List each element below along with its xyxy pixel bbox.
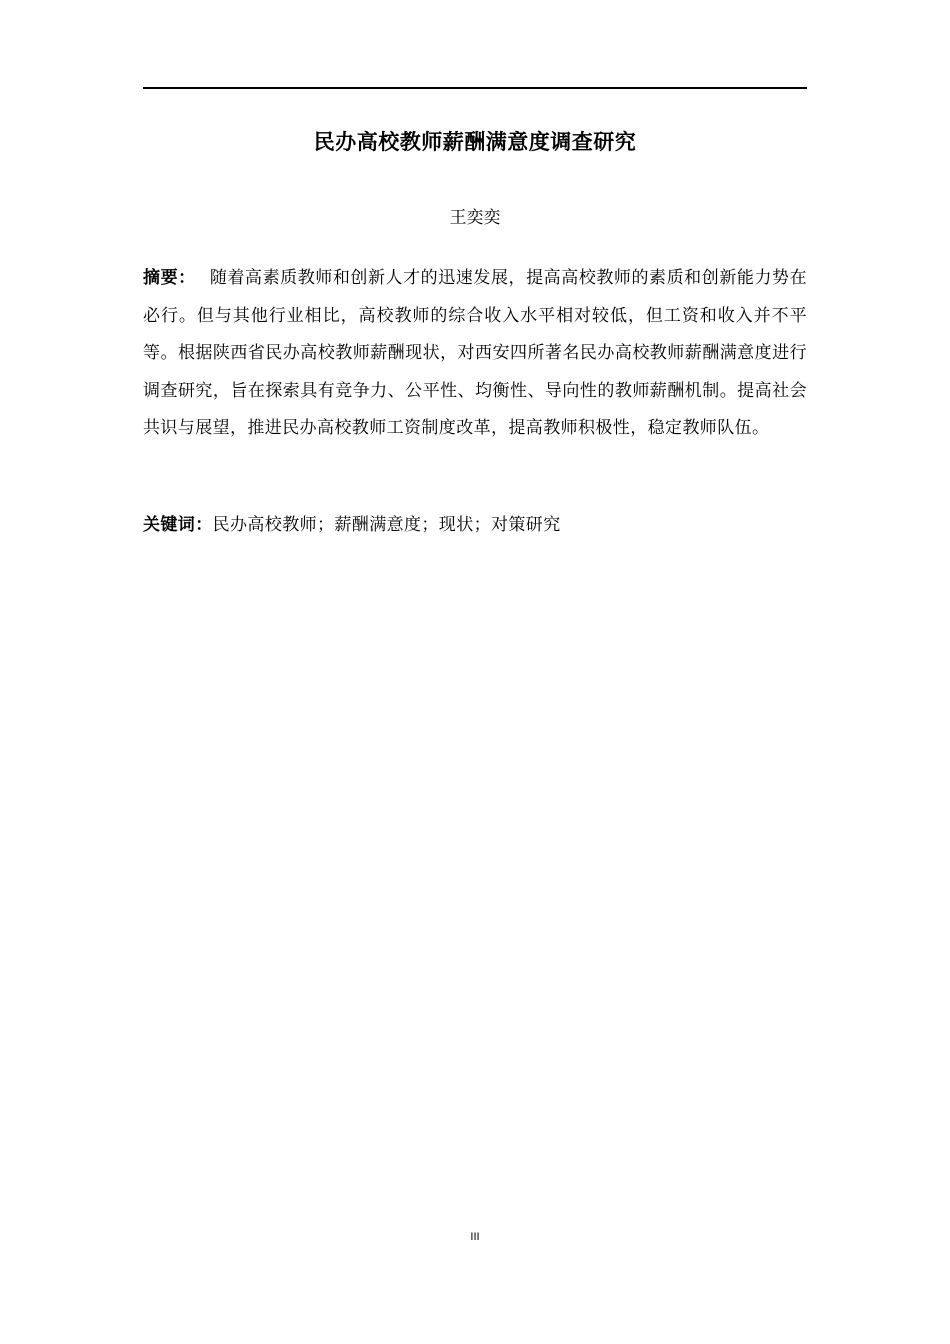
header-rule (143, 87, 807, 89)
abstract-label: 摘要： (143, 268, 196, 288)
abstract-text: 随着高素质教师和创新人才的迅速发展，提高高校教师的素质和创新能力势在必行。但与其他行业相比，高校教师的综合收入水平相对较低，但工资和收入并不平等。根据陕西省民办高校教师薪酬现状，对西安四所著名民办高校教师薪酬满意度进行调查研究，旨在探索具有竞争力、公平性、均衡性、导向性的教师薪酬机制。提高社会共识与展望，推进民办高校教师工资制度改革，提高教师积极性，稳定教师队伍。 (143, 268, 807, 438)
keywords-label: 关键词： (143, 515, 213, 535)
abstract-paragraph (143, 260, 807, 448)
author-name: 王奕奕 (449, 208, 501, 228)
keywords-paragraph (143, 509, 807, 541)
page-number: III (470, 1231, 480, 1243)
document-title: 民办高校教师薪酬满意度调查研究 (313, 130, 637, 154)
keywords-text: 民办高校教师；薪酬满意度；现状；对策研究 (212, 515, 561, 535)
